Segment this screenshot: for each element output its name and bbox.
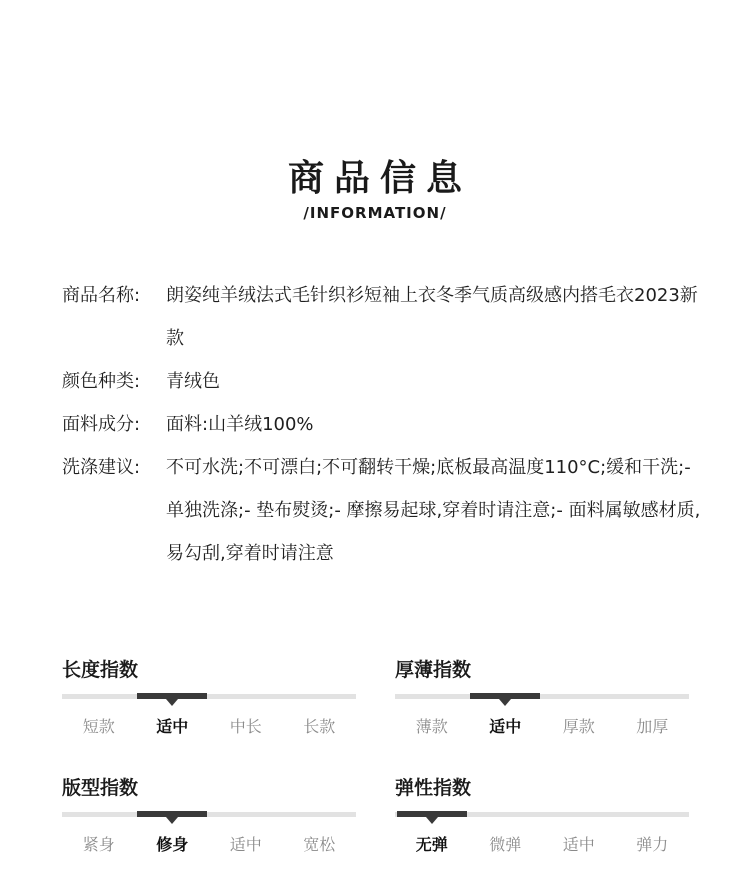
info-label: 洗涤建议:	[62, 457, 141, 478]
page-title: 商品信息	[287, 158, 472, 199]
metric-option: 弹力	[636, 835, 669, 854]
metric-indicator	[137, 811, 207, 817]
info-value: 朗姿纯羊绒法式毛针织衫短袖上衣冬季气质高级感内搭毛衣2023新款	[166, 285, 698, 349]
info-value: 青绒色	[166, 371, 220, 392]
metric-track	[395, 694, 689, 699]
info-label: 商品名称:	[62, 285, 141, 306]
metric-option: 宽松	[303, 835, 336, 854]
metric-track	[62, 694, 356, 699]
metric-elasticity	[395, 774, 689, 854]
metric-option: 加厚	[636, 717, 669, 736]
metric-track	[62, 812, 356, 817]
metric-option: 适中	[562, 835, 595, 854]
metric-options	[395, 832, 689, 855]
metric-options	[395, 714, 689, 737]
metric-indicator	[397, 811, 467, 817]
metric-option: 适中	[229, 835, 262, 854]
metric-option: 无弹	[415, 835, 448, 854]
metric-option: 修身	[156, 835, 189, 854]
metric-option: 厚款	[562, 717, 595, 736]
metric-fit	[62, 774, 356, 854]
metric-options	[62, 714, 356, 737]
metric-thickness	[395, 656, 689, 736]
metric-indicator	[137, 693, 207, 699]
info-value: 面料:山羊绒100%	[166, 414, 314, 435]
metric-option: 中长	[229, 717, 262, 736]
product-info-list	[62, 274, 702, 575]
info-value: 不可水洗;不可漂白;不可翻转干燥;底板最高温度110°C;缓和干洗;- 单独洗涤;- 垫布熨烫;- 摩擦易起球,穿着时请注意;- 面料属敏感材质,易勾刮,穿着时请注意	[166, 457, 701, 564]
metric-option: 短款	[82, 717, 115, 736]
metric-track	[395, 812, 689, 817]
metric-indicator	[470, 693, 540, 699]
info-row-care	[62, 446, 702, 575]
metric-option: 长款	[303, 717, 336, 736]
metric-options	[62, 832, 356, 855]
info-label: 颜色种类:	[62, 371, 141, 392]
metric-title: 厚薄指数	[395, 659, 472, 681]
metric-option: 薄款	[415, 717, 448, 736]
metric-title: 版型指数	[62, 777, 139, 799]
metric-title: 弹性指数	[395, 777, 472, 799]
info-label: 面料成分:	[62, 414, 141, 435]
metric-length	[62, 656, 356, 736]
metric-option: 适中	[156, 717, 189, 736]
metric-title: 长度指数	[62, 659, 139, 681]
metric-option: 适中	[489, 717, 522, 736]
metric-option: 紧身	[82, 835, 115, 854]
info-row-color	[62, 360, 702, 403]
page-subtitle: /INFORMATION/	[303, 204, 447, 222]
info-row-material	[62, 403, 702, 446]
metric-option: 微弹	[489, 835, 522, 854]
info-row-name	[62, 274, 702, 360]
